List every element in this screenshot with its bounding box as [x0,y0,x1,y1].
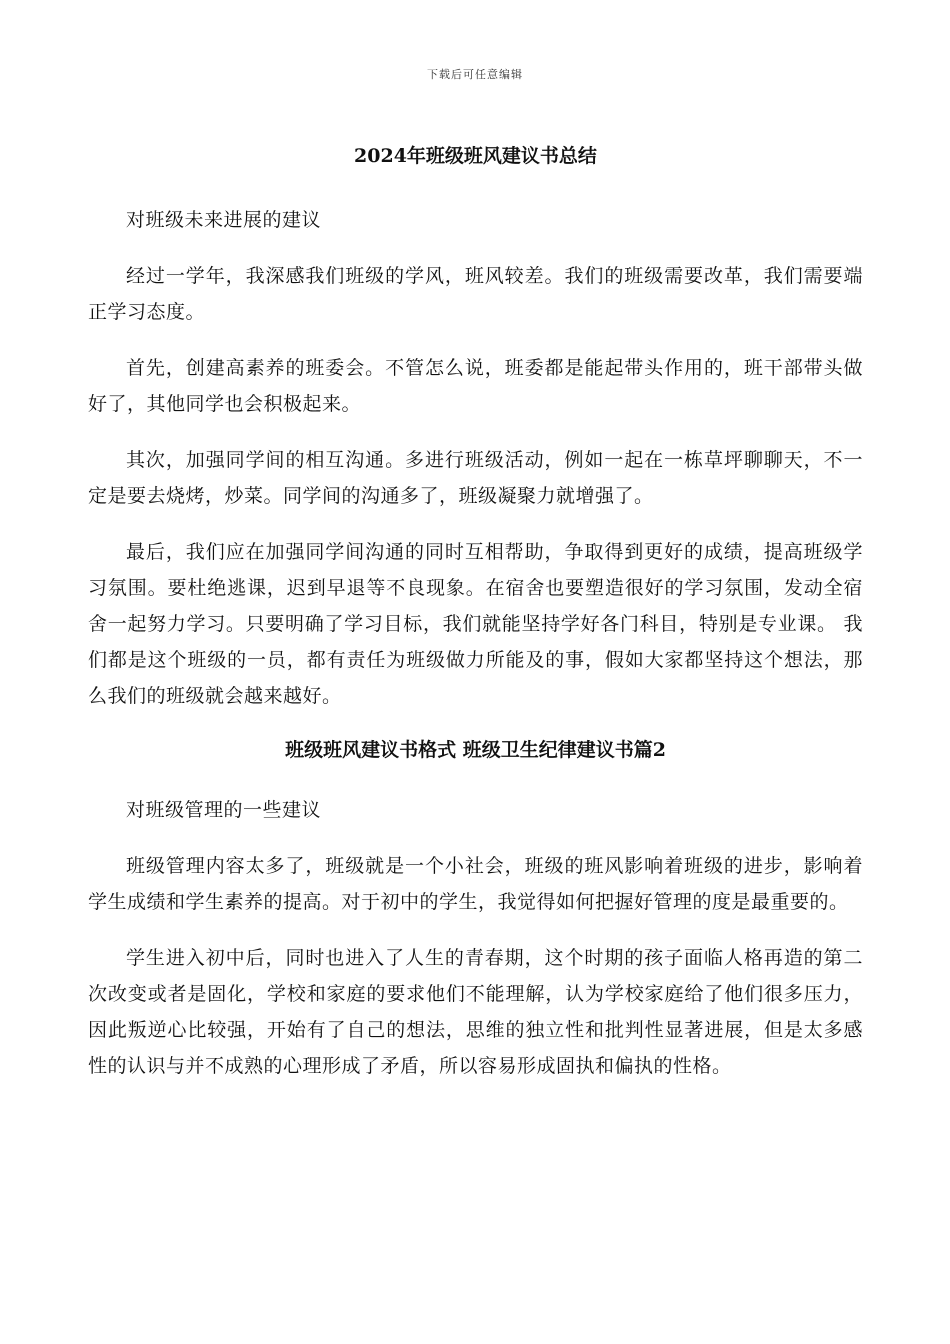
paragraph: 对班级未来进展的建议 [126,209,322,231]
paragraph: 对班级管理的一些建议 [126,799,322,821]
paragraph: 经过一学年，我深感我们班级的学风，班风较差。我们的班级需要改革，我们需要端正学习态度。 [88,265,863,323]
paragraph: 其次，加强同学间的相互沟通。多进行班级活动，例如一起在一栋草坪聊聊天，不一定是要去烧烤，炒菜。同学间的沟通多了，班级凝聚力就增强了。 [88,449,863,507]
paragraph: 首先，创建高素养的班委会。不管怎么说，班委都是能起带头作用的，班干部带头做好了，其他同学也会积极起来。 [88,357,863,415]
header-note: 下载后可任意编辑 [427,68,523,81]
paragraph: 最后，我们应在加强同学间沟通的同时互相帮助，争取得到更好的成绩，提高班级学习氛围。要杜绝逃课，迟到早退等不良现象。在宿舍也要塑造很好的学习氛围，发动全宿舍一起努力学习。只要明确了学习目标，我们就能坚持学好各门科目，特别是专业课。 我们都是这个班级的一员，都有责任为班级做力所能及的事，假如大家都坚持这个想法，那么我们的班级就会越来越好。 [88,541,863,707]
paragraph: 班级管理内容太多了，班级就是一个小社会，班级的班风影响着班级的进步，影响着学生成绩和学生素养的提高。对于初中的学生，我觉得如何把握好管理的度是最重要的。 [88,855,863,913]
document-body [88,140,863,1104]
document-title: 2024年班级班风建议书总结 [354,145,597,167]
paragraph: 学生进入初中后，同时也进入了人生的青春期，这个时期的孩子面临人格再造的第二次改变或者是固化，学校和家庭的要求他们不能理解，认为学校家庭给了他们很多压力，因此叛逆心比较强，开始有了自己的想法，思维的独立性和批判性显著进展，但是太多感性的认识与并不成熟的心理形成了矛盾，所以容易形成固执和偏执的性格。 [88,947,863,1077]
section-title: 班级班风建议书格式 班级卫生纪律建议书篇2 [285,739,666,761]
